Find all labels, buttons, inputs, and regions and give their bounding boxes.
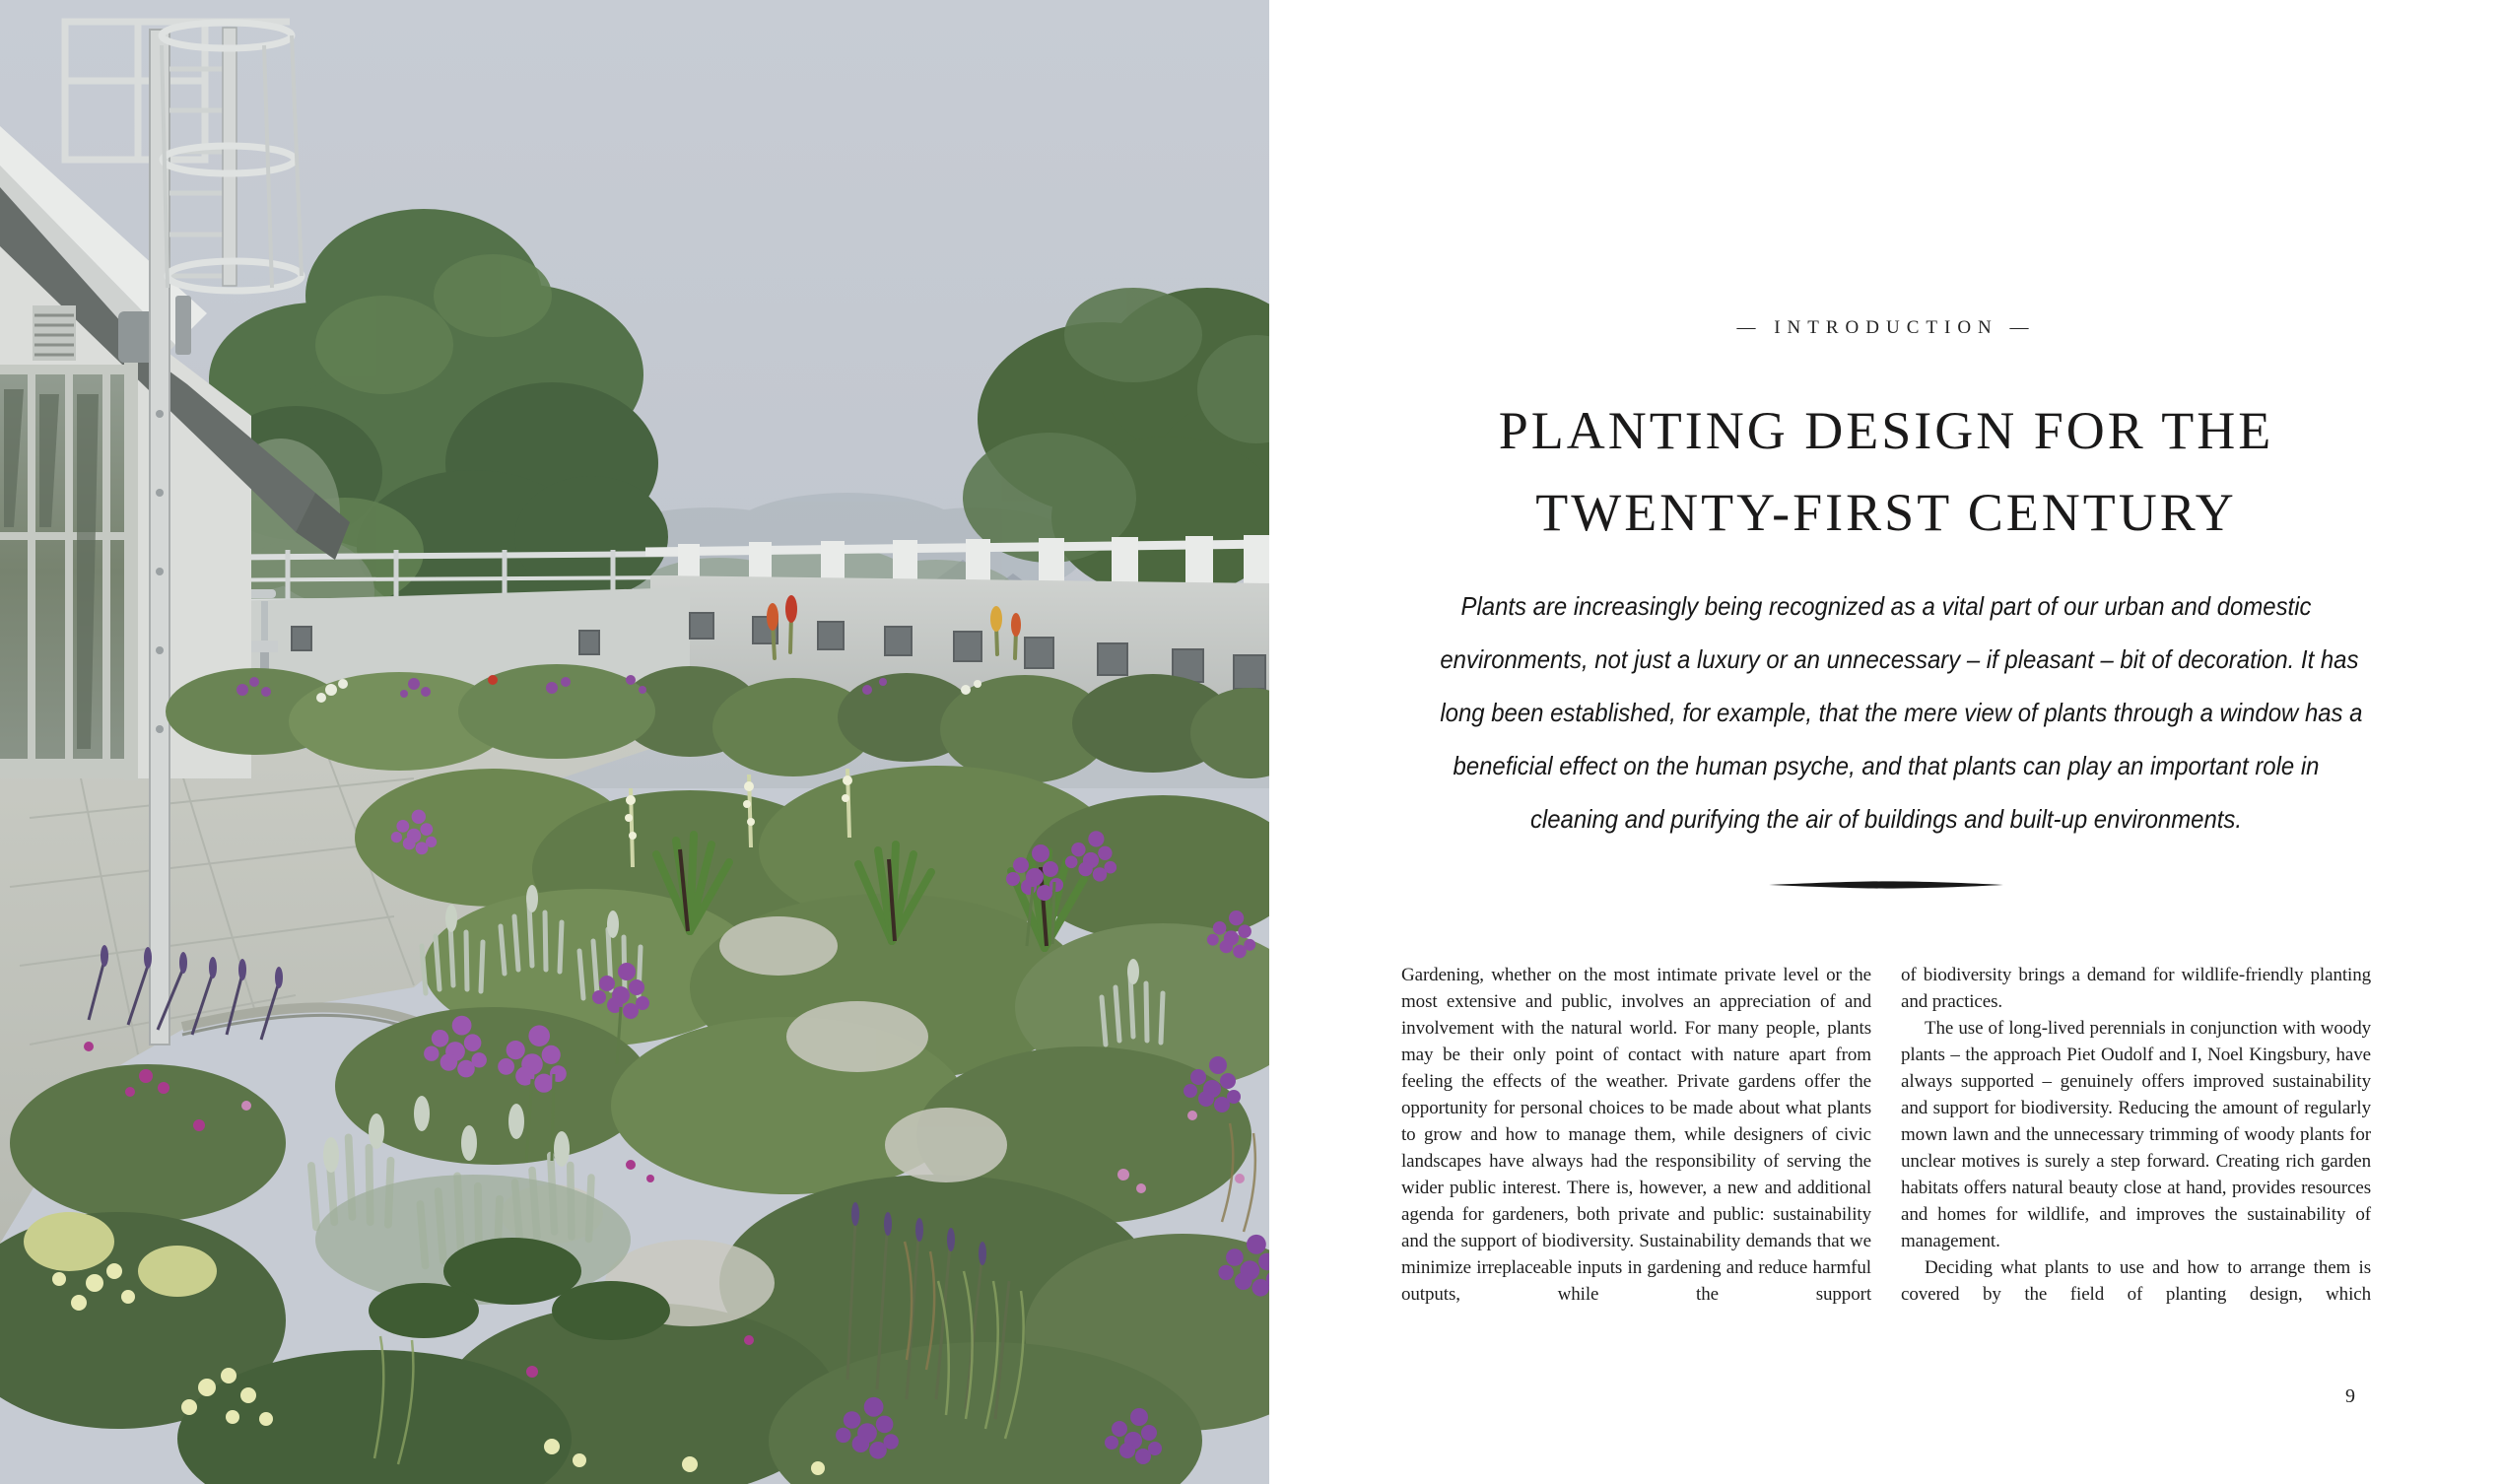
body-paragraph: of biodiversity brings a demand for wildlife-friendly planting and practices.: [1901, 965, 2371, 1012]
lede-line: beneficial effect on the human psyche, and that plants can play an important role in: [1453, 751, 2320, 780]
ornamental-divider: [1269, 880, 2503, 890]
lede-line: environments, not just a luxury or an unnecessary – if pleasant – bit of decoration. It has: [1440, 644, 2359, 674]
body-paragraph: Gardening, whether on the most intimate private level or the most extensive and public, involves an appreciation of and involvement with the natural world. For many people, plants may be their only point of contact with nature apart from feeling the effects of the weather. Private gardens offer the opportunity for personal choices to be made about what plants to grow and how to manage them, while designers of civic landscapes have always had the responsibility of serving the wider public interest. There is, however, a new and additional agenda for gardeners, both private and public: sustainability and the support of biodiversity. Sustainability demands that we minimize irreplaceable inputs in gardening and reduce harmful outputs, while the support: [1401, 965, 1871, 1305]
lede-line: Plants are increasingly being recognized as a vital part of our urban and domestic: [1460, 591, 2312, 621]
chapter-title-line-2: TWENTY-FIRST CENTURY: [1535, 483, 2237, 542]
chapter-title-line-1: PLANTING DESIGN FOR THE: [1498, 401, 2274, 460]
section-kicker: — INTRODUCTION —: [1736, 317, 2036, 338]
body-paragraph: The use of long-lived perennials in conjunction with woody plants – the approach Piet Oudolf and I, Noel Kingsbury, have always supported – genuinely offers improved sustainability and support for biodiversity. Reducing the amount of regularly mown lawn and the unnecessary trimming of woody plants for unclear motives is surely a step forward. Creating rich garden habitats offers natural beauty close at hand, provides resources and homes for wildlife, and improves the sustainability of management.: [1901, 1018, 2371, 1251]
right-page: [1269, 0, 2503, 1484]
lede-paragraph: [1401, 579, 2371, 845]
body-paragraph: Deciding what plants to use and how to arrange them is covered by the field of planting design, which: [1901, 1257, 2371, 1305]
body-column-right: [1901, 962, 2371, 1308]
lede-line: long been established, for example, that the mere view of plants through a window has a: [1440, 698, 2363, 727]
lede-line: cleaning and purifying the air of buildings and built-up environments.: [1529, 804, 2243, 834]
body-columns: [1401, 962, 2371, 1308]
chapter-title: [1269, 390, 2503, 554]
page-number: 9: [2345, 1385, 2355, 1407]
divider-rule: [1768, 880, 2004, 890]
body-column-left: [1401, 962, 1871, 1308]
